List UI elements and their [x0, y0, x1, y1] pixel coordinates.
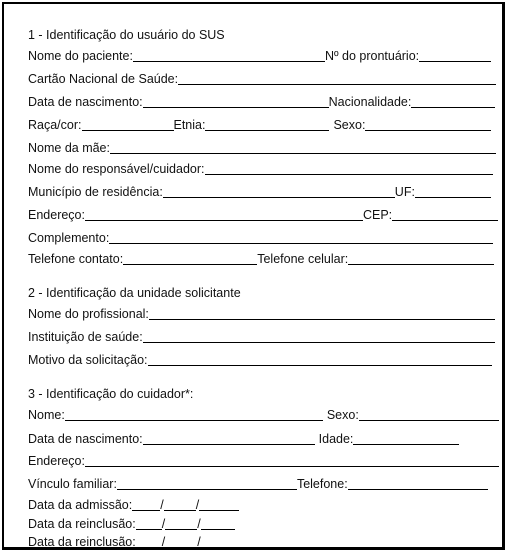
telefone-contato-label: Telefone contato: — [28, 252, 124, 266]
complemento-field[interactable] — [109, 232, 493, 244]
cuidador-nascimento-label: Data de nascimento: — [28, 432, 143, 446]
row-endereco — [28, 205, 498, 223]
nome-mae-label: Nome da mãe: — [28, 141, 110, 155]
sexo-label: Sexo: — [333, 118, 366, 132]
section1-title — [28, 24, 225, 42]
data-nascimento-label: Data de nascimento: — [28, 95, 143, 109]
cep-label: CEP: — [362, 208, 393, 222]
row-instituicao — [28, 327, 495, 345]
row-nome-profissional — [28, 304, 495, 322]
telefone-celular-field[interactable] — [348, 253, 494, 265]
section3-title-text: 3 - Identificação do cuidador*: — [28, 387, 194, 401]
reinclusao-1-year-field[interactable] — [201, 518, 235, 530]
raca-cor-field[interactable] — [82, 119, 174, 131]
row-nome-responsavel — [28, 159, 493, 177]
row-raca-etnia-sexo — [28, 115, 491, 133]
etnia-field[interactable] — [205, 119, 329, 131]
nome-paciente-field[interactable] — [133, 50, 325, 62]
nacionalidade-field[interactable] — [411, 96, 495, 108]
row-cuidador-nascimento — [28, 429, 459, 447]
raca-cor-label: Raça/cor: — [28, 118, 82, 132]
row-data-nascimento — [28, 92, 495, 110]
reinclusao-2-year-field[interactable] — [201, 536, 235, 548]
row-nome-paciente — [28, 46, 491, 64]
date-separator: / — [195, 498, 200, 512]
cuidador-nome-field[interactable] — [65, 409, 323, 421]
row-nome-mae — [28, 138, 496, 156]
instituicao-label: Instituição de saúde: — [28, 330, 143, 344]
admissao-month-field[interactable] — [164, 499, 196, 511]
vinculo-field[interactable] — [117, 478, 297, 490]
cuidador-nascimento-field[interactable] — [143, 433, 315, 445]
uf-label: UF: — [394, 185, 415, 199]
sexo-field[interactable] — [365, 119, 491, 131]
row-motivo — [28, 350, 492, 368]
cuidador-telefone-label: Telefone: — [296, 477, 348, 491]
cuidador-endereco-label: Endereço: — [28, 454, 85, 468]
cuidador-nome-label: Nome: — [28, 408, 65, 422]
instituicao-field[interactable] — [143, 331, 495, 343]
nome-responsavel-label: Nome do responsável/cuidador: — [28, 162, 205, 176]
row-data-admissao — [28, 495, 239, 513]
municipio-field[interactable] — [163, 186, 395, 198]
cep-field[interactable] — [392, 209, 498, 221]
endereco-field[interactable] — [85, 209, 363, 221]
date-separator: / — [160, 498, 164, 512]
nacionalidade-label: Nacionalidade: — [328, 95, 412, 109]
admissao-day-field[interactable] — [132, 499, 160, 511]
cartao-sus-label: Cartão Nacional de Saúde: — [28, 72, 179, 86]
reinclusao-2-day-field[interactable] — [136, 536, 162, 548]
cuidador-sexo-label: Sexo: — [326, 408, 359, 422]
row-data-reinclusao-1 — [28, 514, 235, 532]
nome-paciente-label: Nome do paciente: — [28, 49, 133, 63]
row-vinculo — [28, 474, 488, 492]
admissao-year-field[interactable] — [199, 499, 239, 511]
prontuario-field[interactable] — [419, 50, 491, 62]
data-reinclusao-label: Data da reinclusão: — [28, 535, 136, 549]
date-separator: / — [197, 535, 201, 549]
motivo-label: Motivo da solicitação: — [28, 353, 148, 367]
row-data-reinclusao-2 — [28, 532, 235, 550]
cuidador-idade-label: Idade: — [318, 432, 354, 446]
nome-mae-field[interactable] — [110, 142, 496, 154]
reinclusao-1-month-field[interactable] — [165, 518, 197, 530]
reinclusao-1-day-field[interactable] — [136, 518, 162, 530]
row-cartao-sus — [28, 69, 496, 87]
date-separator: / — [161, 535, 166, 549]
section1-title-text: 1 - Identificação do usuário do SUS — [28, 28, 225, 42]
row-municipio — [28, 182, 491, 200]
municipio-label: Município de residência: — [28, 185, 163, 199]
telefone-celular-label: Telefone celular: — [257, 252, 349, 266]
cartao-sus-field[interactable] — [178, 73, 496, 85]
data-nascimento-field[interactable] — [143, 96, 329, 108]
row-telefones — [28, 249, 494, 267]
nome-profissional-field[interactable] — [149, 308, 495, 320]
row-complemento — [28, 228, 493, 246]
date-separator: / — [161, 517, 166, 531]
complemento-label: Complemento: — [28, 231, 110, 245]
data-reinclusao-label: Data da reinclusão: — [28, 517, 136, 531]
etnia-label: Etnia: — [173, 118, 206, 132]
data-admissao-label: Data da admissão: — [28, 498, 133, 512]
nome-profissional-label: Nome do profissional: — [28, 307, 149, 321]
cuidador-telefone-field[interactable] — [348, 478, 488, 490]
cuidador-idade-field[interactable] — [353, 433, 459, 445]
endereco-label: Endereço: — [28, 208, 85, 222]
motivo-field[interactable] — [148, 354, 492, 366]
reinclusao-2-month-field[interactable] — [165, 536, 197, 548]
cuidador-endereco-field[interactable] — [85, 455, 499, 467]
cuidador-sexo-field[interactable] — [359, 409, 499, 421]
vinculo-label: Vínculo familiar: — [28, 477, 117, 491]
section2-title — [28, 282, 241, 300]
form-container — [2, 2, 505, 550]
row-cuidador-nome — [28, 405, 499, 423]
uf-field[interactable] — [415, 186, 491, 198]
section2-title-text: 2 - Identificação da unidade solicitante — [28, 286, 241, 300]
date-separator: / — [197, 517, 201, 531]
telefone-contato-field[interactable] — [123, 253, 257, 265]
row-cuidador-endereco — [28, 451, 499, 469]
section3-title — [28, 383, 193, 401]
prontuario-label: Nº do prontuário: — [324, 49, 420, 63]
nome-responsavel-field[interactable] — [205, 163, 493, 175]
